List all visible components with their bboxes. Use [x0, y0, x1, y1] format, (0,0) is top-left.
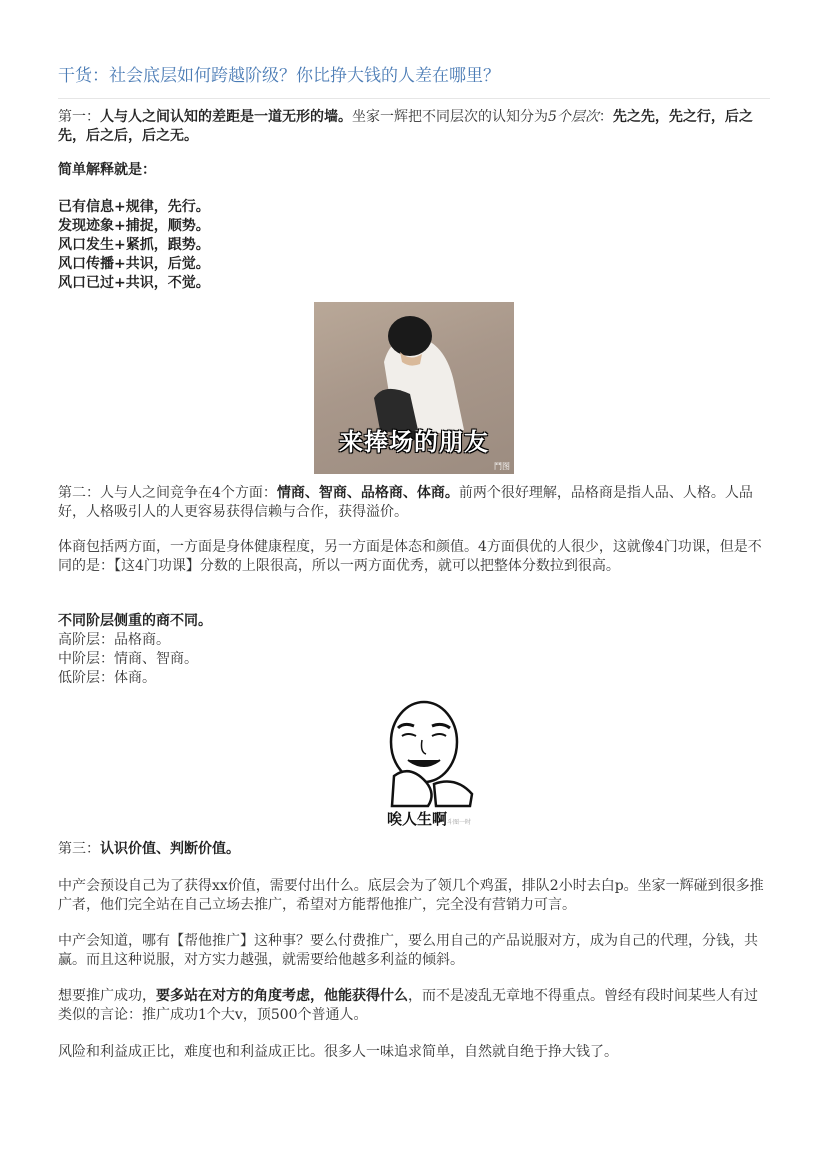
- meme-image-sigh: [374, 698, 484, 832]
- level-item: 已有信息+规律，先行。: [58, 199, 210, 215]
- cartoon-face-illustration: [374, 698, 484, 808]
- section-two-highlight: 情商、智商、品格商、体商。: [276, 485, 459, 501]
- meme-caption-sigh: [374, 808, 484, 829]
- paragraph-promotion: 中产会知道，哪有【帮他推广】这种事？要么付费推广，要么用自己的产品说服对方，成为自己的代理，分钱，共赢。而且这种说服，对方实力越强，就需要给他越多利益的倾斜。: [58, 933, 758, 968]
- tier-item: 低阶层：体商。: [58, 670, 156, 686]
- tier-item: 中阶层：情商、智商。: [58, 651, 198, 667]
- section-one-label: 第一：: [58, 109, 100, 125]
- paragraph-success: [58, 987, 770, 1025]
- section-one-headline: 人与人之间认知的差距是一道无形的墙。: [100, 109, 352, 125]
- level-item: 发现迹象+捕捉，顺势。: [58, 218, 210, 234]
- level-item: 风口传播+共识，后觉。: [58, 256, 210, 272]
- section-two-paragraph: [58, 484, 770, 522]
- section-one-paragraph: [58, 108, 770, 146]
- paragraph-success-highlight: 要多站在对方的角度考虑，他能获得什么: [156, 988, 408, 1004]
- section-one-text: 坐家一辉把不同层次的认知分为: [352, 109, 548, 125]
- title-divider: [58, 98, 770, 99]
- section-three-label: 第三：: [58, 841, 100, 857]
- meme-caption: 来捧场的朋友: [339, 428, 489, 456]
- paragraph-risk: 风险和利益成正比，难度也和利益成正比。很多人一味追求简单，自然就自绝于挣大钱了。: [58, 1044, 618, 1060]
- section-two-text: 第二：人与人之间竞争在4个方面：: [58, 485, 277, 501]
- explain-heading: 简单解释就是：: [58, 162, 156, 178]
- section-three-headline: 认识价值、判断价值。: [100, 841, 240, 857]
- meme-watermark-small: 斗图一时: [447, 819, 472, 826]
- paragraph-success-rest: ，而不是凌乱无章地不得重点。曾经有段时间某些人有过类似的言论：推广成功1个大v，顶500个普通人。: [58, 988, 758, 1023]
- level-item: 风口已过+共识，不觉。: [58, 275, 210, 291]
- article-title: 干货：社会底层如何跨越阶级？你比挣大钱的人差在哪里？: [58, 66, 500, 86]
- section-one-colon: ：: [598, 109, 613, 125]
- section-two-text-rest: 前两个很好理解，品格商是指人品、人格。人品好，人格吸引人的人更容易获得信赖与合作，获得溢价。: [58, 485, 753, 520]
- meme-caption-text: 唉人生啊: [386, 810, 447, 828]
- meme-watermark: 鬥图: [494, 462, 510, 471]
- meme-image-sitting-person: [314, 302, 514, 474]
- section-two-paragraph-b: 体商包括两方面，一方面是身体健康程度，另一方面是体态和颜值。4方面俱优的人很少，这就像4门功课，但是不同的是：【这4门功课】分数的上限很高，所以一两方面优秀，就可以把整体分数拉到很高。: [58, 539, 762, 574]
- section-one-levels-count: 5个层次: [548, 109, 599, 125]
- section-three-heading: [58, 840, 770, 859]
- paragraph-middle-class: 中产会预设自己为了获得xx价值，需要付出什么。底层会为了领几个鸡蛋，排队2小时去白p。坐家一辉碰到很多推广者，他们完全站在自己立场去推广，希望对方能帮他推广，完全没有营销力可言。: [58, 878, 764, 913]
- section-one-levels: 先之先，先之行，后之先，后之后，后之无。: [58, 109, 753, 144]
- tiers-heading: 不同阶层侧重的商不同。: [58, 613, 212, 629]
- tier-item: 高阶层：品格商。: [58, 632, 170, 648]
- paragraph-success-text: 想要推广成功，: [58, 988, 156, 1004]
- level-item: 风口发生+紧抓，跟势。: [58, 237, 210, 253]
